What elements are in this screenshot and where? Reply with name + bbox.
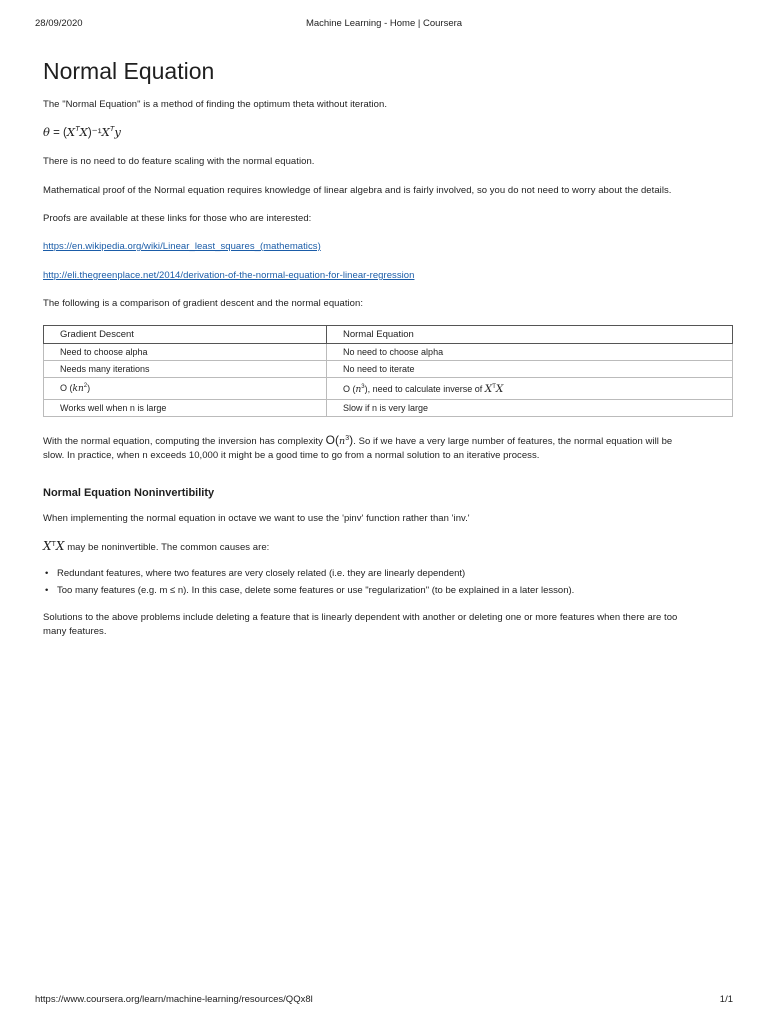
table-row bbox=[44, 344, 733, 361]
ne-exponent: 3 bbox=[361, 383, 365, 390]
formula-x2: X bbox=[79, 125, 88, 139]
table-row bbox=[44, 378, 733, 400]
list-item bbox=[43, 567, 574, 584]
xtx-x2: X bbox=[55, 539, 65, 554]
header-gradient-descent: Gradient Descent bbox=[44, 326, 327, 344]
header-normal-equation: Normal Equation bbox=[327, 326, 733, 344]
gd-math: kn bbox=[72, 384, 84, 394]
comparison-intro-paragraph: The following is a comparison of gradient descent and the normal equation: bbox=[43, 298, 364, 309]
section-heading-noninvertibility: Normal Equation Noninvertibility bbox=[43, 487, 215, 499]
formula-x3: X bbox=[101, 125, 110, 139]
normal-equation-formula bbox=[43, 124, 121, 139]
table-cell: Needs many iterations bbox=[44, 361, 327, 378]
no-scaling-paragraph: There is no need to do feature scaling with the normal equation. bbox=[43, 156, 315, 167]
complexity-exponent: 3 bbox=[345, 435, 350, 442]
formula-t2: T bbox=[109, 124, 115, 133]
complexity-o: O( bbox=[325, 433, 340, 448]
comparison-table bbox=[43, 325, 733, 417]
ne-prefix: O ( bbox=[343, 383, 356, 394]
complexity-n: n bbox=[339, 436, 346, 448]
ne-x1: X bbox=[484, 382, 493, 395]
causes-list bbox=[43, 567, 574, 601]
formula-inverse: )⁻¹ bbox=[87, 127, 102, 139]
print-header bbox=[35, 18, 733, 32]
wikipedia-link-paragraph bbox=[43, 240, 321, 254]
table-cell: No need to choose alpha bbox=[327, 344, 733, 361]
bullet-icon: • bbox=[45, 568, 49, 579]
cause-text: Redundant features, where two features are very closely related (i.e. they are linearly dependent) bbox=[57, 568, 466, 579]
table-cell: Slow if n is very large bbox=[327, 400, 733, 417]
formula-x1: X bbox=[66, 125, 76, 139]
complexity-line2: slow. In practice, when n exceeds 10,000 it might be a good time to go from a normal solution to an iterative process. bbox=[43, 450, 540, 462]
solutions-line2: many features. bbox=[43, 626, 107, 637]
cause-text: Too many features (e.g. m ≤ n). In this case, delete some features or use "regularization" (to be explained in a later lesson). bbox=[57, 585, 575, 596]
complexity-text-after: . So if we have a very large number of features, the normal equation will be bbox=[353, 436, 673, 448]
solutions-paragraph bbox=[43, 611, 677, 639]
print-date: 28/09/2020 bbox=[35, 18, 83, 29]
gd-suffix: ) bbox=[87, 383, 91, 393]
xtx-x1: X bbox=[43, 539, 52, 554]
solutions-line1: Solutions to the above problems include deleting a feature that is linearly dependent with another or deleting one or more features when there are too bbox=[43, 612, 678, 623]
noninvertible-paragraph bbox=[43, 538, 269, 555]
formula-theta: θ bbox=[43, 125, 50, 139]
noninvertible-text: may be noninvertible. The common causes are: bbox=[64, 542, 270, 554]
wikipedia-link[interactable]: https://en.wikipedia.org/wiki/Linear_least_squares_(mathematics) bbox=[43, 241, 321, 252]
formula-y: y bbox=[114, 125, 121, 139]
ne-math: n bbox=[355, 384, 362, 395]
table-header-row bbox=[44, 326, 733, 344]
page-title: Normal Equation bbox=[43, 58, 215, 84]
footer-url: https://www.coursera.org/learn/machine-learning/resources/QQx8l bbox=[35, 994, 313, 1005]
table-cell-complexity-gd bbox=[44, 378, 327, 400]
bullet-icon: • bbox=[45, 585, 49, 596]
pinv-paragraph: When implementing the normal equation in octave we want to use the 'pinv' function rather than 'inv.' bbox=[43, 513, 470, 524]
ne-t: T bbox=[492, 383, 496, 390]
gd-prefix: O ( bbox=[60, 383, 73, 393]
formula-equals: = ( bbox=[49, 127, 67, 139]
greenplace-link[interactable]: http://eli.thegreenplace.net/2014/derivation-of-the-normal-equation-for-linear-regression bbox=[43, 270, 415, 281]
table-cell: Need to choose alpha bbox=[44, 344, 327, 361]
ne-suffix: ), need to calculate inverse of bbox=[364, 383, 485, 394]
table-row bbox=[44, 361, 733, 378]
formula-t1: T bbox=[75, 124, 80, 133]
intro-paragraph: The "Normal Equation" is a method of finding the optimum theta without iteration. bbox=[43, 99, 388, 110]
links-intro-paragraph: Proofs are available at these links for those who are interested: bbox=[43, 213, 312, 224]
complexity-paragraph bbox=[43, 432, 672, 463]
list-item bbox=[43, 584, 574, 601]
xtx-t: T bbox=[51, 541, 56, 548]
table-row bbox=[44, 400, 733, 417]
proof-paragraph: Mathematical proof of the Normal equation requires knowledge of linear algebra and is fairly involved, so you do not need to worry about the details. bbox=[43, 185, 672, 196]
greenplace-link-paragraph bbox=[43, 269, 414, 283]
footer-page-count: 1/1 bbox=[719, 994, 733, 1005]
complexity-close: ) bbox=[349, 433, 354, 448]
table-cell-complexity-ne bbox=[327, 378, 733, 400]
table-cell: Works well when n is large bbox=[44, 400, 327, 417]
complexity-text-before: With the normal equation, computing the inversion has complexity bbox=[43, 436, 326, 448]
gd-exponent: 2 bbox=[83, 383, 88, 389]
print-title: Machine Learning - Home | Coursera bbox=[305, 18, 463, 29]
table-cell: No need to iterate bbox=[327, 361, 733, 378]
ne-x2: X bbox=[495, 382, 504, 395]
